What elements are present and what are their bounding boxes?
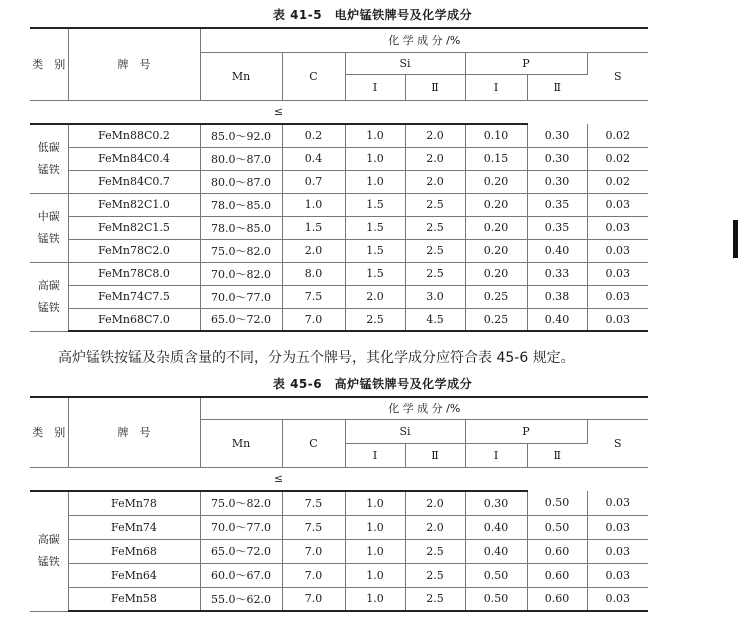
- p2-cell: 0.40: [527, 239, 587, 262]
- si2-cell: 2.5: [405, 563, 465, 587]
- p2-cell: 0.60: [527, 563, 587, 587]
- p1-cell: 0.20: [465, 262, 527, 285]
- c-cell: 7.0: [282, 587, 345, 611]
- grade-cell: FeMn74C7.5: [68, 285, 200, 308]
- p1-cell: 0.15: [465, 147, 527, 170]
- si2-cell: 2.0: [405, 491, 465, 515]
- si2-cell: 2.5: [405, 262, 465, 285]
- category-cell: 高碳 锰铁: [30, 491, 68, 611]
- grade-cell: FeMn78: [68, 491, 200, 515]
- c-cell: 0.7: [282, 170, 345, 193]
- header-grade: 牌 号: [68, 397, 200, 467]
- grade-cell: FeMn68C7.0: [68, 308, 200, 331]
- note-text: 高炉锰铁按锰及杂质含量的不同，分为五个牌号，其化学成分应符合表 45-6 规定。: [58, 350, 575, 366]
- p2-cell: 0.33: [527, 262, 587, 285]
- p1-cell: 0.20: [465, 216, 527, 239]
- header-p-class2: Ⅱ: [527, 74, 587, 100]
- mn-cell: 70.0～82.0: [200, 262, 282, 285]
- table-row: [30, 587, 648, 611]
- mn-cell: 80.0～87.0: [200, 147, 282, 170]
- si1-cell: 1.5: [345, 216, 405, 239]
- c-cell: 7.5: [282, 285, 345, 308]
- table-row: [30, 563, 648, 587]
- table-row: [30, 539, 648, 563]
- table-row: [30, 262, 648, 285]
- header-p: P: [465, 419, 587, 443]
- c-cell: 7.0: [282, 563, 345, 587]
- table-row: [30, 170, 648, 193]
- grade-cell: FeMn82C1.0: [68, 193, 200, 216]
- grade-cell: FeMn78C8.0: [68, 262, 200, 285]
- p2-cell: 0.50: [527, 515, 587, 539]
- mn-cell: 60.0～67.0: [200, 563, 282, 587]
- si2-cell: 2.0: [405, 515, 465, 539]
- p2-cell: 0.40: [527, 308, 587, 331]
- s-cell: 0.03: [587, 491, 648, 515]
- p1-cell: 0.20: [465, 170, 527, 193]
- p2-cell: 0.35: [527, 193, 587, 216]
- electric-furnace-ferromanganese-table: [30, 27, 648, 332]
- mn-cell: 55.0～62.0: [200, 587, 282, 611]
- grade-cell: FeMn78C2.0: [68, 239, 200, 262]
- mn-cell: 78.0～85.0: [200, 216, 282, 239]
- si2-cell: 3.0: [405, 285, 465, 308]
- c-cell: 7.5: [282, 491, 345, 515]
- mn-cell: 70.0～77.0: [200, 285, 282, 308]
- grade-cell: FeMn68: [68, 539, 200, 563]
- header-s: S: [587, 52, 648, 100]
- si1-cell: 1.0: [345, 147, 405, 170]
- header-p-class1: Ⅰ: [465, 443, 527, 467]
- p2-cell: 0.30: [527, 124, 587, 147]
- si1-cell: 1.0: [345, 587, 405, 611]
- p1-cell: 0.40: [465, 515, 527, 539]
- header-mn: Mn: [200, 52, 282, 100]
- header-category: 类 别: [30, 397, 68, 467]
- si2-cell: 2.5: [405, 239, 465, 262]
- si1-cell: 1.0: [345, 539, 405, 563]
- blast-furnace-ferromanganese-table: [30, 396, 648, 612]
- category-cell: 高碳 锰铁: [30, 262, 68, 331]
- si2-cell: 2.0: [405, 147, 465, 170]
- p1-cell: 0.50: [465, 563, 527, 587]
- si1-cell: 2.5: [345, 308, 405, 331]
- c-cell: 8.0: [282, 262, 345, 285]
- p1-cell: 0.20: [465, 239, 527, 262]
- header-category: 类 别: [30, 28, 68, 100]
- header-s: S: [587, 419, 648, 467]
- si2-cell: 2.5: [405, 193, 465, 216]
- header-composition: 化 学 成 分 /%: [200, 397, 648, 419]
- table-body: [30, 124, 648, 331]
- s-cell: 0.02: [587, 147, 648, 170]
- s-cell: 0.02: [587, 170, 648, 193]
- s-cell: 0.03: [587, 539, 648, 563]
- p2-cell: 0.30: [527, 170, 587, 193]
- si1-cell: 1.0: [345, 563, 405, 587]
- si1-cell: 1.5: [345, 193, 405, 216]
- header-si-class2: Ⅱ: [405, 443, 465, 467]
- p2-cell: 0.35: [527, 216, 587, 239]
- table-title: 表 41-5 电炉锰铁牌号及化学成分: [272, 8, 473, 22]
- mn-cell: 85.0～92.0: [200, 124, 282, 147]
- p2-cell: 0.38: [527, 285, 587, 308]
- grade-cell: FeMn88C0.2: [68, 124, 200, 147]
- p2-cell: 0.60: [527, 587, 587, 611]
- grade-cell: FeMn82C1.5: [68, 216, 200, 239]
- si1-cell: 1.5: [345, 239, 405, 262]
- header-si-class1: Ⅰ: [345, 74, 405, 100]
- header-mn: Mn: [200, 419, 282, 467]
- si1-cell: 1.0: [345, 124, 405, 147]
- table-title: 表 45-6 高炉锰铁牌号及化学成分: [272, 377, 473, 391]
- p1-cell: 0.50: [465, 587, 527, 611]
- p1-cell: 0.25: [465, 308, 527, 331]
- header-p-class1: Ⅰ: [465, 74, 527, 100]
- grade-cell: FeMn74: [68, 515, 200, 539]
- si1-cell: 2.0: [345, 285, 405, 308]
- mn-cell: 75.0～82.0: [200, 491, 282, 515]
- table-row: [30, 216, 648, 239]
- p1-cell: 0.30: [465, 491, 527, 515]
- c-cell: 1.0: [282, 193, 345, 216]
- c-cell: 7.0: [282, 539, 345, 563]
- header-p-class2: Ⅱ: [527, 443, 587, 467]
- mn-cell: 78.0～85.0: [200, 193, 282, 216]
- c-cell: 0.2: [282, 124, 345, 147]
- c-cell: 1.5: [282, 216, 345, 239]
- grade-cell: FeMn58: [68, 587, 200, 611]
- mn-cell: 65.0～72.0: [200, 308, 282, 331]
- c-cell: 2.0: [282, 239, 345, 262]
- mn-cell: 70.0～77.0: [200, 515, 282, 539]
- mn-cell: 65.0～72.0: [200, 539, 282, 563]
- p1-cell: 0.40: [465, 539, 527, 563]
- mn-cell: 75.0～82.0: [200, 239, 282, 262]
- si1-cell: 1.5: [345, 262, 405, 285]
- s-cell: 0.03: [587, 308, 648, 331]
- s-cell: 0.03: [587, 193, 648, 216]
- header-grade: 牌 号: [68, 28, 200, 100]
- si2-cell: 2.5: [405, 587, 465, 611]
- si2-cell: 2.5: [405, 216, 465, 239]
- grade-cell: FeMn64: [68, 563, 200, 587]
- category-cell: 中碳 锰铁: [30, 193, 68, 262]
- s-cell: 0.03: [587, 239, 648, 262]
- s-cell: 0.03: [587, 216, 648, 239]
- grade-cell: FeMn84C0.7: [68, 170, 200, 193]
- p2-cell: 0.30: [527, 147, 587, 170]
- header-si: Si: [345, 52, 465, 74]
- s-cell: 0.02: [587, 124, 648, 147]
- header-p: P: [465, 52, 587, 74]
- page-edge-mark: [733, 220, 738, 258]
- p1-cell: 0.20: [465, 193, 527, 216]
- header-max-symbol: ≤: [30, 100, 527, 124]
- si1-cell: 1.0: [345, 491, 405, 515]
- s-cell: 0.03: [587, 587, 648, 611]
- header-si-class2: Ⅱ: [405, 74, 465, 100]
- p2-cell: 0.60: [527, 539, 587, 563]
- s-cell: 0.03: [587, 285, 648, 308]
- table-row: [30, 515, 648, 539]
- c-cell: 0.4: [282, 147, 345, 170]
- c-cell: 7.0: [282, 308, 345, 331]
- s-cell: 0.03: [587, 563, 648, 587]
- table-body: [30, 491, 648, 611]
- header-c: C: [282, 419, 345, 467]
- table-row: [30, 147, 648, 170]
- table-row: [30, 239, 648, 262]
- table-row: [30, 285, 648, 308]
- p1-cell: 0.25: [465, 285, 527, 308]
- header-max-symbol: ≤: [30, 467, 527, 491]
- p1-cell: 0.10: [465, 124, 527, 147]
- category-cell: 低碳 锰铁: [30, 124, 68, 193]
- header-si: Si: [345, 419, 465, 443]
- si2-cell: 2.5: [405, 539, 465, 563]
- si1-cell: 1.0: [345, 515, 405, 539]
- si1-cell: 1.0: [345, 170, 405, 193]
- table-row: [30, 193, 648, 216]
- si2-cell: 4.5: [405, 308, 465, 331]
- grade-cell: FeMn84C0.4: [68, 147, 200, 170]
- header-composition: 化 学 成 分 /%: [200, 28, 648, 52]
- header-c: C: [282, 52, 345, 100]
- s-cell: 0.03: [587, 515, 648, 539]
- table-row: [30, 124, 648, 147]
- header-si-class1: Ⅰ: [345, 443, 405, 467]
- mn-cell: 80.0～87.0: [200, 170, 282, 193]
- si2-cell: 2.0: [405, 170, 465, 193]
- p2-cell: 0.50: [527, 491, 587, 515]
- si2-cell: 2.0: [405, 124, 465, 147]
- c-cell: 7.5: [282, 515, 345, 539]
- s-cell: 0.03: [587, 262, 648, 285]
- table-row: [30, 491, 648, 515]
- table-row: [30, 308, 648, 331]
